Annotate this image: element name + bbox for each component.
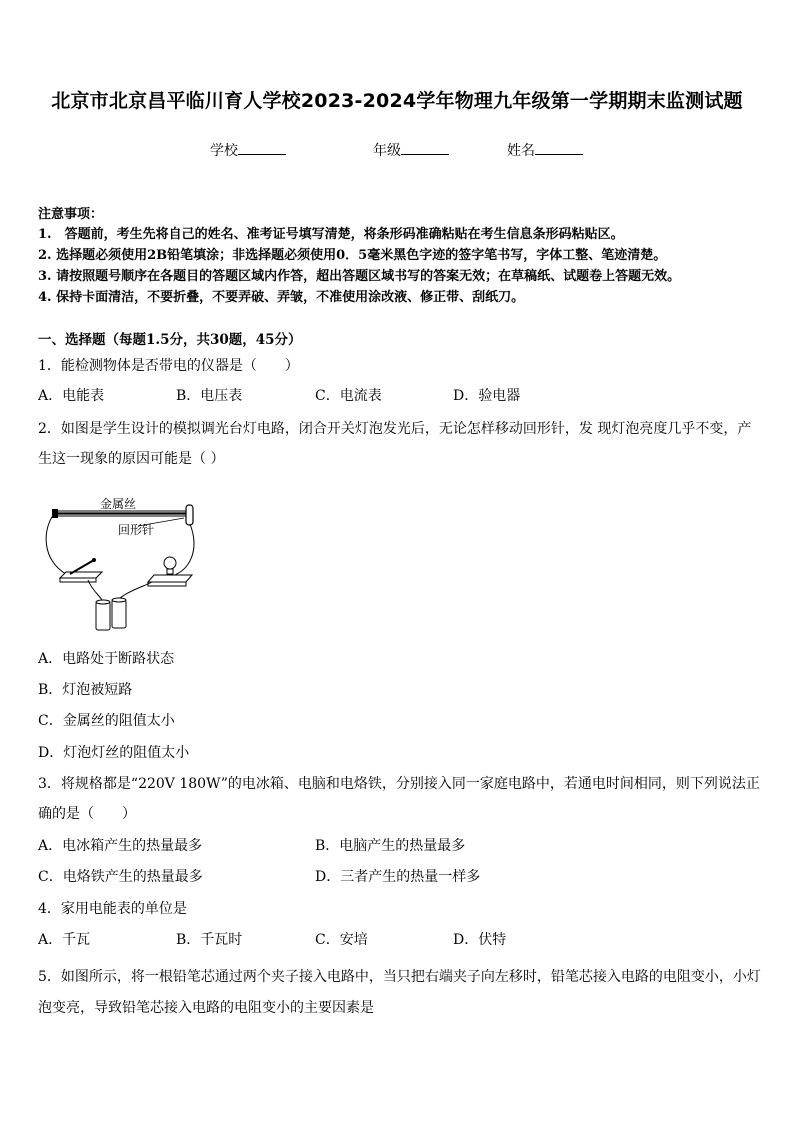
q4-option-b: B．千瓦时	[176, 932, 243, 948]
q3-option-d: D．三者产生的热量一样多	[315, 869, 481, 885]
switch-base	[60, 572, 102, 578]
q2-stem-line1: 2．如图是学生设计的模拟调光台灯电路，闭合开关灯泡发光后，无论怎样移动回形针，发 现灯泡亮度几乎不变，产	[38, 421, 752, 437]
lamp-bulb	[164, 557, 176, 569]
section-heading: 一、选择题（每题1.5分，共30题，45分）	[38, 332, 302, 348]
grade-field	[373, 140, 449, 160]
q4-option-c: C．安培	[315, 932, 368, 948]
battery-1	[96, 602, 110, 630]
q3-option-b: B．电脑产生的热量最多	[315, 838, 466, 854]
q4-option-d: D．伏特	[453, 932, 507, 948]
wire-switch-battery	[88, 580, 102, 600]
grade-label: 年级	[373, 143, 401, 159]
lamp-base	[148, 575, 192, 582]
paper-clip	[186, 505, 193, 525]
q2-stem-line2: 生这一现象的原因可能是（ ）	[38, 451, 225, 467]
school-field	[210, 140, 286, 160]
q3-stem-line2: 确的是（ ）	[38, 806, 136, 822]
q2-circuit-figure	[40, 490, 210, 635]
q3-stem-line1: 3．将规格都是“220V 180W”的电冰箱、电脑和电烙铁，分别接入同一家庭电路中，若通电时间相同，则下列说法正	[38, 776, 760, 792]
q2-option-b: B．灯泡被短路	[38, 682, 133, 698]
school-label: 学校	[210, 143, 238, 159]
notice-item-1: 1. 答题前，考生先将自己的姓名、准考证号填写清楚，将条形码准确粘贴在考生信息条形码粘贴区。	[38, 227, 624, 242]
school-blank	[238, 140, 286, 155]
q5-stem-line1: 5．如图所示，将一根铅笔芯通过两个夹子接入电路中，当只把右端夹子向左移时，铅笔芯接入电路的电阻变小，小灯	[38, 969, 761, 985]
notice-item-2: 2. 选择题必须使用2B铅笔填涂；非选择题必须使用0．5毫米黑色字迹的签字笔书写，字体工整、笔迹清楚。	[38, 248, 667, 263]
q1-stem: 1．能检测物体是否带电的仪器是（ ）	[38, 358, 299, 374]
q2-option-d: D．灯泡灯丝的阻值太小	[38, 745, 190, 761]
q3-option-c: C．电烙铁产生的热量最多	[38, 869, 203, 885]
q1-option-d: D．验电器	[453, 388, 521, 404]
q4-option-a: A．千瓦	[38, 932, 91, 948]
name-blank	[535, 140, 583, 155]
q2-option-c: C．金属丝的阻值太小	[38, 713, 175, 729]
q4-stem: 4．家用电能表的单位是	[38, 901, 187, 917]
exam-title: 北京市北京昌平临川育人学校2023-2024学年物理九年级第一学期期末监测试题	[51, 90, 743, 112]
label-paper-clip: 回形针	[118, 523, 155, 537]
notice-heading: 注意事项：	[38, 207, 104, 222]
grade-blank	[401, 140, 449, 155]
wire-left	[46, 514, 66, 574]
wire-right	[172, 524, 194, 576]
q5-stem-line2: 泡变亮，导致铅笔芯接入电路的电阻变小的主要因素是	[38, 1000, 374, 1016]
notice-item-3: 3. 请按照题号顺序在各题目的答题区域内作答，超出答题区域书写的答案无效；在草稿纸、试题卷上答题无效。	[38, 269, 681, 284]
q3-option-a: A．电冰箱产生的热量最多	[38, 838, 203, 854]
notice-item-4: 4. 保持卡面清洁，不要折叠，不要弄破、弄皱，不准使用涂改液、修正带、刮纸刀。	[38, 290, 525, 305]
q1-option-c: C．电流表	[315, 388, 382, 404]
label-metal-wire: 金属丝	[100, 497, 137, 511]
q1-option-a: A．电能表	[38, 388, 105, 404]
q1-option-b: B．电压表	[176, 388, 243, 404]
wire-battery-lamp	[120, 582, 152, 598]
name-label: 姓名	[507, 143, 535, 159]
wire-left-clamp	[52, 509, 58, 518]
battery-2	[112, 600, 126, 628]
name-field	[507, 140, 583, 160]
q2-option-a: A．电路处于断路状态	[38, 651, 175, 667]
